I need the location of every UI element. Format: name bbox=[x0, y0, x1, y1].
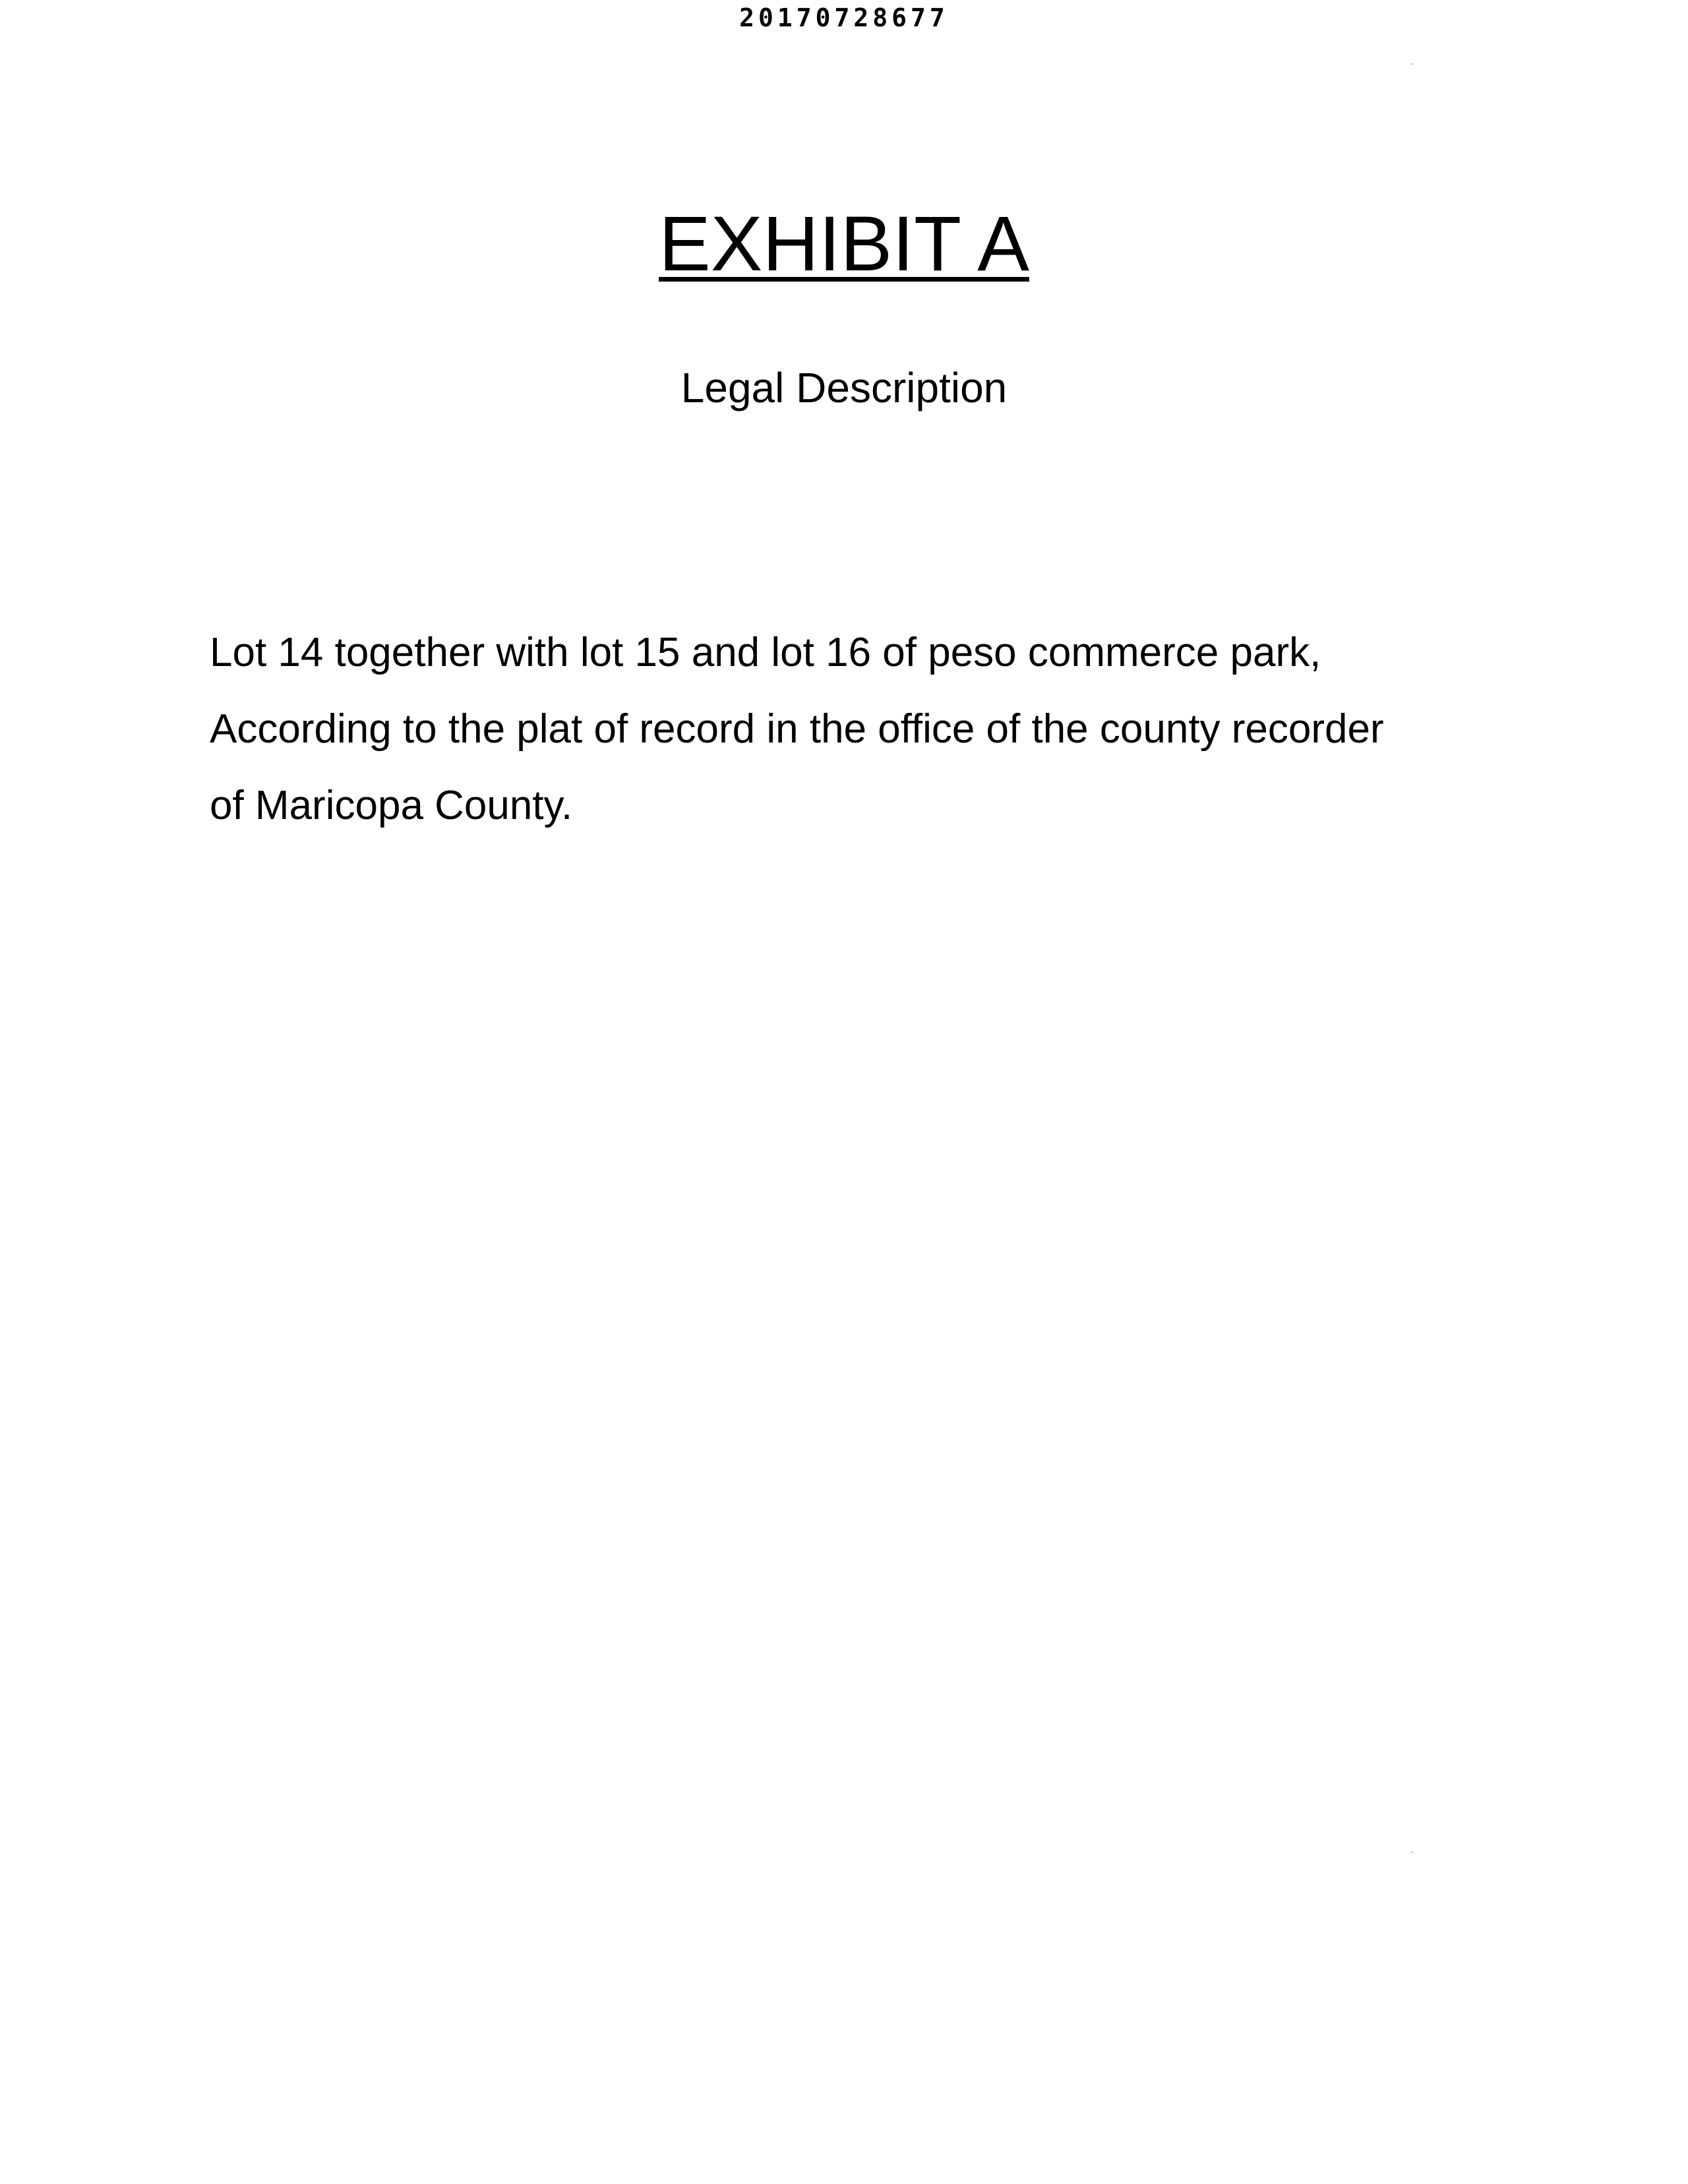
legal-description-body bbox=[210, 615, 1555, 844]
document-subtitle: Legal Description bbox=[680, 364, 1008, 411]
legal-description-line-3: of Maricopa County. bbox=[210, 783, 573, 828]
scan-speck bbox=[1411, 63, 1414, 65]
recording-number: 20170728677 bbox=[739, 3, 949, 32]
scan-speck bbox=[1411, 1852, 1414, 1853]
legal-description-line-1: Lot 14 together with lot 15 and lot 16 of peso commerce park, bbox=[210, 630, 1321, 675]
exhibit-title-text: EXHIBIT A bbox=[659, 200, 1029, 288]
legal-description-line-2: According to the plat of record in the office of the county recorder bbox=[210, 706, 1384, 752]
exhibit-title bbox=[0, 198, 1688, 290]
